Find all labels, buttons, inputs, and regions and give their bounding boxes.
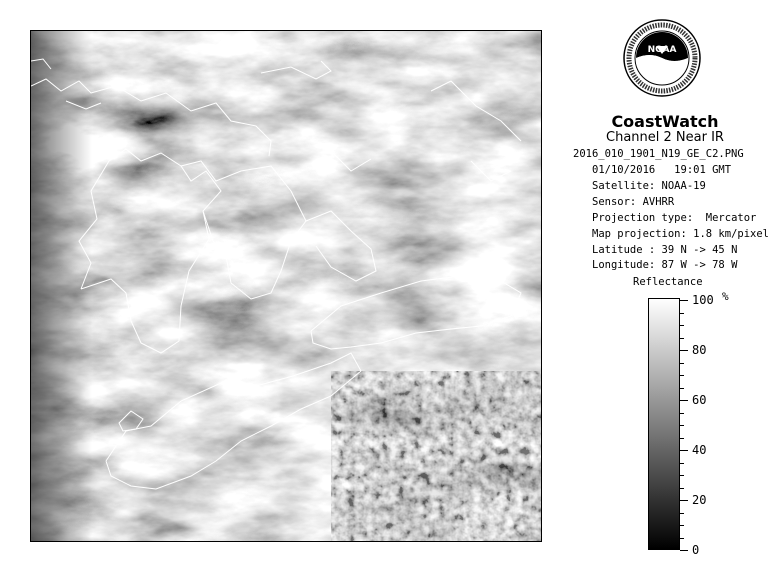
scale-tick-label: 0 [692,543,700,557]
svg-text:NOAA: NOAA [647,45,677,55]
sensor-name: Sensor: AVHRR [592,196,675,208]
scale-tick-label: 80 [692,343,707,357]
scale-tick-mark [680,550,688,551]
scale-minor-tick [680,388,684,389]
scale-ticks [680,293,740,557]
scale-minor-tick [680,425,684,426]
scale-tick-mark [680,350,688,351]
satellite-name: Satellite: NOAA-19 [592,180,706,192]
app-title: CoastWatch [611,112,719,131]
scale-tick-mark [680,450,688,451]
satellite-map [31,31,541,541]
scale-tick-label: 40 [692,443,707,457]
scale-minor-tick [680,525,684,526]
scale-title: Reflectance [633,276,703,288]
scale-minor-tick [680,363,684,364]
scale-minor-tick [680,538,684,539]
channel-label: Channel 2 Near IR [606,130,724,145]
satellite-image [30,30,542,542]
scale-minor-tick [680,475,684,476]
scale-minor-tick [680,313,684,314]
map-projection: Map projection: 1.8 km/pixel [592,228,770,240]
noaa-logo [622,18,702,108]
scale-tick-mark [680,300,688,301]
scale-minor-tick [680,513,684,514]
reflectance-scale-bar [648,298,680,550]
latitude-range: Latitude : 39 N -> 45 N [592,244,738,256]
scale-minor-tick [680,463,684,464]
scale-tick-mark [680,400,688,401]
noaa-seal-icon [622,18,702,108]
scale-minor-tick [680,338,684,339]
file-name: 2016_010_1901_N19_GE_C2.PNG [573,148,744,160]
scale-tick-label: 20 [692,493,707,507]
longitude-range: Longitude: 87 W -> 78 W [592,259,738,271]
scale-tick-mark [680,500,688,501]
scale-minor-tick [680,488,684,489]
scale-unit: % [722,290,729,303]
scale-minor-tick [680,413,684,414]
scale-tick-label: 60 [692,393,707,407]
scale-tick-label: 100 [692,293,714,307]
scale-minor-tick [680,325,684,326]
scale-minor-tick [680,375,684,376]
date-time: 01/10/2016 19:01 GMT [592,164,732,176]
projection-type: Projection type: Mercator [592,212,757,224]
scale-minor-tick [680,438,684,439]
